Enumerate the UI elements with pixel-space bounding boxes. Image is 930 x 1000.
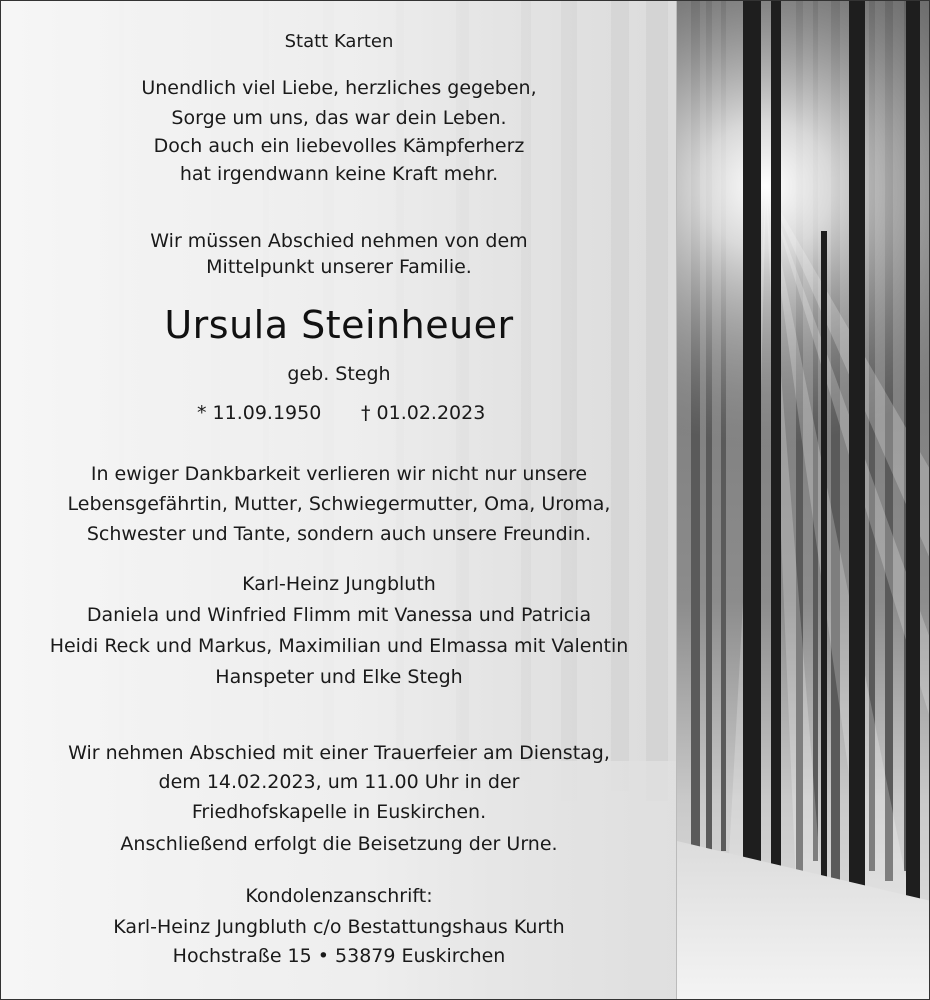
- poem-line: Unendlich viel Liebe, herzliches gegeben,: [141, 77, 537, 99]
- condolence-line: Karl-Heinz Jungbluth c/o Bestattungshaus Kurth: [113, 916, 565, 938]
- burial-line: Anschließend erfolgt die Beisetzung der Urne.: [120, 833, 558, 855]
- notice-text: [1, 1, 677, 1000]
- mourner-line: Karl-Heinz Jungbluth: [242, 573, 436, 595]
- mourner-line: Hanspeter und Elke Stegh: [215, 666, 463, 688]
- mourner-line: Heidi Reck und Markus, Maximilian und Elmassa mit Valentin: [49, 635, 629, 657]
- maiden-name: geb. Stegh: [287, 363, 391, 385]
- poem-line: hat irgendwann keine Kraft mehr.: [179, 163, 499, 185]
- gratitude-line: In ewiger Dankbarkeit verlieren wir nicht nur unsere: [90, 463, 588, 485]
- death-date: † 01.02.2023: [361, 402, 486, 424]
- intro-line: Mittelpunkt unserer Familie.: [206, 256, 472, 278]
- ceremony-line: dem 14.02.2023, um 11.00 Uhr in der: [158, 771, 520, 793]
- intro-line: Wir müssen Abschied nehmen von dem: [150, 230, 528, 252]
- gratitude-line: Lebensgefährtin, Mutter, Schwiegermutter, Oma, Uroma,: [67, 493, 611, 515]
- birth-date: * 11.09.1950: [197, 402, 322, 424]
- poem-line: Doch auch ein liebevolles Kämpferherz: [153, 135, 525, 157]
- condolence-line: Kondolenzanschrift:: [245, 885, 433, 907]
- gratitude-line: Schwester und Tante, sondern auch unsere Freundin.: [86, 523, 592, 545]
- deceased-name: Ursula Steinheuer: [164, 303, 514, 347]
- poem-line: Sorge um uns, das war dein Leben.: [171, 107, 507, 129]
- ceremony-line: Wir nehmen Abschied mit einer Trauerfeier am Dienstag,: [68, 742, 610, 764]
- ceremony-line: Friedhofskapelle in Euskirchen.: [191, 801, 487, 823]
- mourner-line: Daniela und Winfried Flimm mit Vanessa und Patricia: [86, 604, 592, 626]
- header-statt-karten: Statt Karten: [284, 31, 394, 52]
- condolence-line: Hochstraße 15 • 53879 Euskirchen: [172, 945, 506, 967]
